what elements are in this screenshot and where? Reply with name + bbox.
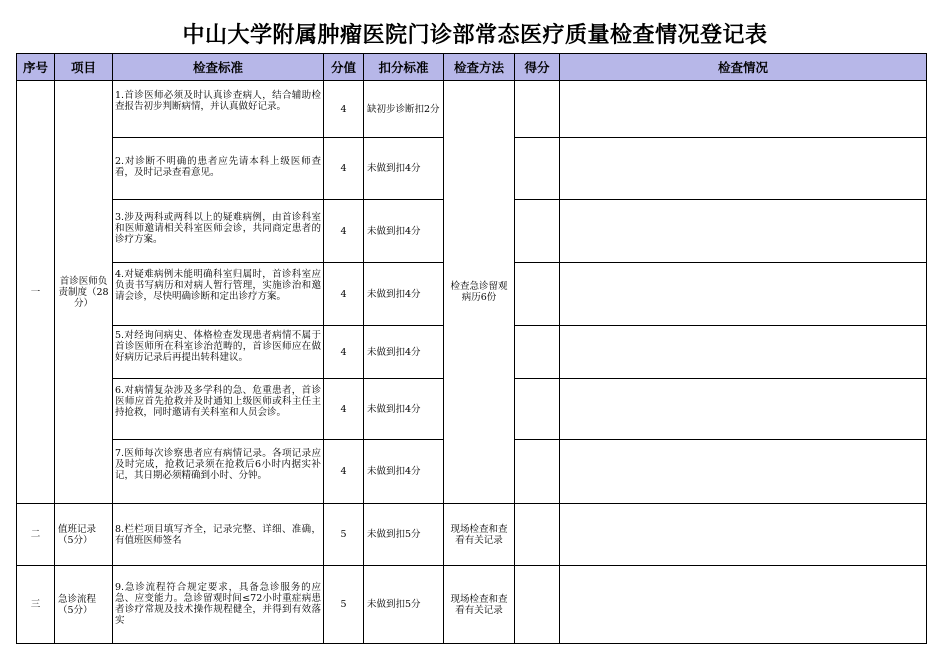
deduction-cell: 未做到扣4分 xyxy=(364,200,444,263)
header-standard: 检查标准 xyxy=(113,54,324,81)
result-cell[interactable] xyxy=(560,440,927,504)
deduction-cell: 未做到扣5分 xyxy=(364,504,444,566)
standard-cell: 4.对疑难病例未能明确科室归属时，首诊科室应负责书写病历和对病人暂行管理，实施诊治和邀请会诊，尽快明确诊断和定出诊疗方案。 xyxy=(113,263,324,326)
standard-cell: 9.急诊流程符合规定要求，具备急诊服务的应急、应变能力。急诊留观时间≤72小时重症病患者诊疗常规及技术操作规程健全，并得到有效落实 xyxy=(113,566,324,644)
score-cell: 5 xyxy=(324,504,364,566)
result-cell[interactable] xyxy=(560,504,927,566)
result-cell[interactable] xyxy=(560,200,927,263)
result-cell[interactable] xyxy=(560,138,927,200)
got-score-cell[interactable] xyxy=(515,263,560,326)
score-cell: 4 xyxy=(324,263,364,326)
header-score: 分值 xyxy=(324,54,364,81)
header-row xyxy=(17,54,927,81)
deduction-cell: 未做到扣4分 xyxy=(364,263,444,326)
standard-cell: 3.涉及两科或两科以上的疑难病例，由首诊科室和医师邀请相关科室医师会诊，共同商定患者的诊疗方案。 xyxy=(113,200,324,263)
got-score-cell[interactable] xyxy=(515,200,560,263)
result-cell[interactable] xyxy=(560,81,927,138)
section-item: 首诊医师负责制度（28分） xyxy=(55,81,113,504)
got-score-cell[interactable] xyxy=(515,440,560,504)
deduction-cell: 未做到扣4分 xyxy=(364,326,444,379)
result-cell[interactable] xyxy=(560,263,927,326)
section-seq: 一 xyxy=(17,81,55,504)
page-title: 中山大学附属肿瘤医院门诊部常态医疗质量检查情况登记表 xyxy=(182,23,768,48)
section-item: 值班记录（5分） xyxy=(55,504,113,566)
got-score-cell[interactable] xyxy=(515,504,560,566)
got-score-cell[interactable] xyxy=(515,379,560,440)
header-result: 检查情况 xyxy=(560,54,927,81)
deduction-cell: 未做到扣4分 xyxy=(364,379,444,440)
header-seq: 序号 xyxy=(17,54,55,81)
standard-cell: 8.栏栏项目填写齐全，记录完整、详细、准确，有值班医师签名 xyxy=(113,504,324,566)
score-cell: 4 xyxy=(324,379,364,440)
score-cell: 4 xyxy=(324,81,364,138)
table-row xyxy=(17,566,927,644)
got-score-cell[interactable] xyxy=(515,326,560,379)
deduction-cell: 未做到扣5分 xyxy=(364,566,444,644)
standard-cell: 1.首诊医师必须及时认真诊查病人，结合辅助检查报告初步判断病情，并认真做好记录。 xyxy=(113,81,324,138)
standard-cell: 2.对诊断不明确的患者应先请本科上级医师查看，及时记录查看意见。 xyxy=(113,138,324,200)
score-cell: 5 xyxy=(324,566,364,644)
deduction-cell: 未做到扣4分 xyxy=(364,440,444,504)
header-got: 得分 xyxy=(515,54,560,81)
got-score-cell[interactable] xyxy=(515,138,560,200)
standard-cell: 6.对病情复杂涉及多学科的急、危重患者，首诊医师应首先抢救并及时通知上级医师或科主任主持抢救，同时邀请有关科室和人员会诊。 xyxy=(113,379,324,440)
result-cell[interactable] xyxy=(560,326,927,379)
score-cell: 4 xyxy=(324,138,364,200)
section-item: 急诊流程（5分） xyxy=(55,566,113,644)
result-cell[interactable] xyxy=(560,379,927,440)
method-cell: 现场检查和查看有关记录 xyxy=(444,566,515,644)
inspection-table xyxy=(16,53,927,644)
score-cell: 4 xyxy=(324,200,364,263)
deduction-cell: 缺初步诊断扣2分 xyxy=(364,81,444,138)
header-item: 项目 xyxy=(55,54,113,81)
standard-cell: 5.对经询问病史、体格检查发现患者病情不属于首诊医师所在科室诊治范畴的，首诊医师应在做好病历记录后再提出转科建议。 xyxy=(113,326,324,379)
header-deduction: 扣分标准 xyxy=(364,54,444,81)
header-method: 检查方法 xyxy=(444,54,515,81)
section-seq: 三 xyxy=(17,566,55,644)
got-score-cell[interactable] xyxy=(515,81,560,138)
table-row xyxy=(17,504,927,566)
deduction-cell: 未做到扣4分 xyxy=(364,138,444,200)
standard-cell: 7.医师每次诊察患者应有病情记录。各项记录应及时完成，抢救记录须在抢救后6小时内据实补记，其日期必须精确到小时、分钟。 xyxy=(113,440,324,504)
method-cell: 现场检查和查看有关记录 xyxy=(444,504,515,566)
method-cell: 检查急诊留观病历6份 xyxy=(444,81,515,504)
section-seq: 二 xyxy=(17,504,55,566)
got-score-cell[interactable] xyxy=(515,566,560,644)
score-cell: 4 xyxy=(324,440,364,504)
score-cell: 4 xyxy=(324,326,364,379)
result-cell[interactable] xyxy=(560,566,927,644)
table-row xyxy=(17,81,927,138)
